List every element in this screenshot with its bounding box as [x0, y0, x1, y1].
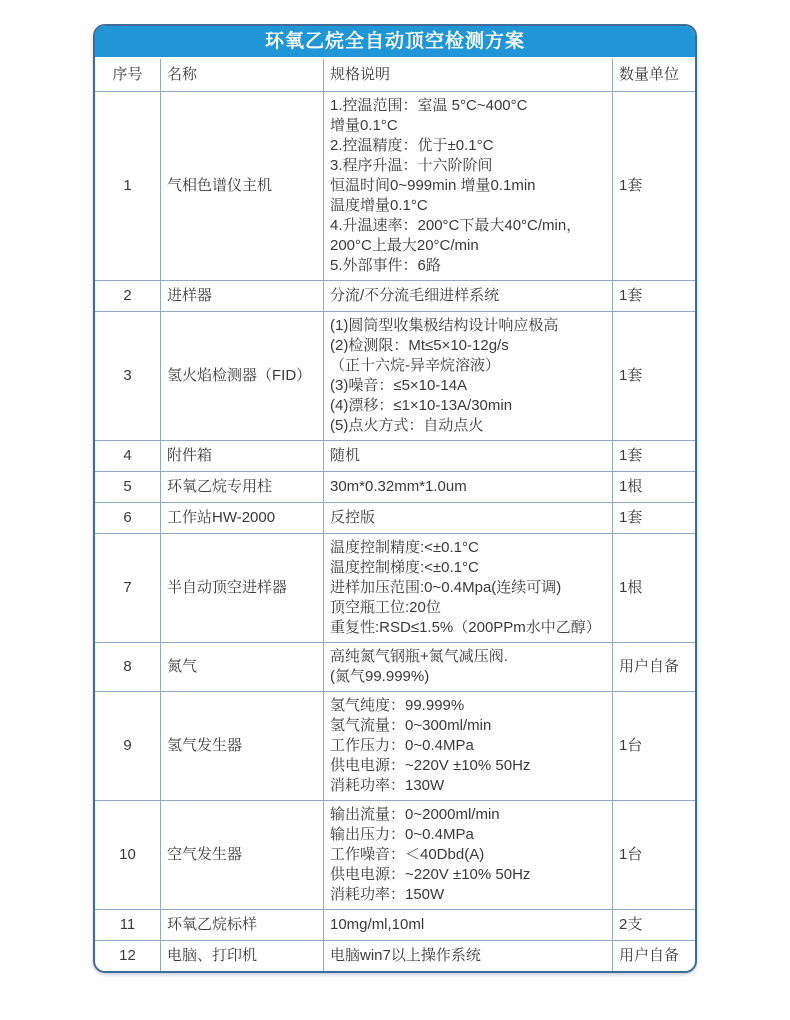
- quantity-cell: 1台: [613, 801, 698, 910]
- quantity-cell: 用户自备: [613, 941, 698, 972]
- quantity-cell: 1套: [613, 281, 698, 312]
- column-header-3: 数量单位: [613, 59, 698, 92]
- spec-cell: [324, 312, 613, 441]
- spec-line: 10mg/ml,10ml: [330, 916, 425, 933]
- spec-line: (5)点火方式：自动点火: [330, 417, 484, 434]
- quantity-cell: 1套: [613, 503, 698, 534]
- spec-cell: [324, 941, 613, 972]
- spec-line: 分流/不分流毛细进样系统: [330, 287, 500, 304]
- item-name-cell: 附件箱: [161, 441, 324, 472]
- spec-line: 增量0.1°C: [330, 117, 398, 134]
- spec-line: 输出压力：0~0.4MPa: [330, 826, 474, 843]
- spec-line: (4)漂移：≤1×10-13A/30min: [330, 397, 513, 414]
- row-number-cell: 11: [95, 910, 161, 941]
- spec-line: 恒温时间0~999min 增量0.1min: [330, 177, 536, 194]
- spec-line: 高纯氮气钢瓶+氮气减压阀.: [330, 648, 508, 665]
- table-row: [95, 534, 697, 643]
- spec-line: 输出流量：0~2000ml/min: [330, 806, 500, 823]
- spec-cell: [324, 441, 613, 472]
- item-name-cell: 环氧乙烷专用柱: [161, 472, 324, 503]
- spec-line: 顶空瓶工位:20位: [330, 599, 441, 616]
- spec-line: 氢气流量：0~300ml/min: [330, 717, 492, 734]
- table-row: [95, 472, 697, 503]
- row-number-cell: 3: [95, 312, 161, 441]
- table-row: [95, 941, 697, 972]
- column-header-1: 名称: [161, 59, 324, 92]
- quantity-cell: 1根: [613, 472, 698, 503]
- spec-line: 1.控温范围：室温 5°C~400°C: [330, 97, 528, 114]
- table-row: [95, 92, 697, 281]
- spec-line: 3.程序升温：十六阶阶间: [330, 157, 493, 174]
- item-name-cell: 工作站HW-2000: [161, 503, 324, 534]
- spec-cell: [324, 92, 613, 281]
- column-header-0: 序号: [95, 59, 161, 92]
- row-number-cell: 7: [95, 534, 161, 643]
- quantity-cell: 1套: [613, 441, 698, 472]
- table-row: [95, 312, 697, 441]
- column-header-2: 规格说明: [324, 59, 613, 92]
- item-name-cell: 空气发生器: [161, 801, 324, 910]
- quantity-cell: 1套: [613, 92, 698, 281]
- item-name-cell: 半自动顶空进样器: [161, 534, 324, 643]
- table-row: [95, 643, 697, 692]
- spec-line: 2.控温精度：优于±0.1°C: [330, 137, 494, 154]
- spec-table: [95, 59, 697, 971]
- spec-line: 氢气纯度：99.999%: [330, 697, 465, 714]
- spec-cell: [324, 534, 613, 643]
- spec-table-card: [93, 24, 697, 973]
- spec-line: 工作噪音：＜40Dbd(A): [330, 846, 485, 863]
- item-name-cell: 环氧乙烷标样: [161, 910, 324, 941]
- spec-line: 重复性:RSD≤1.5%（200PPm水中乙醇）: [330, 619, 601, 636]
- spec-line: (2)检测限：Mt≤5×10-12g/s: [330, 337, 509, 354]
- spec-cell: [324, 281, 613, 312]
- spec-line: 消耗功率：130W: [330, 777, 445, 794]
- row-number-cell: 12: [95, 941, 161, 972]
- item-name-cell: 气相色谱仪主机: [161, 92, 324, 281]
- spec-line: （正十六烷-异辛烷溶液）: [330, 357, 500, 374]
- spec-cell: [324, 801, 613, 910]
- table-row: [95, 692, 697, 801]
- spec-line: 电脑win7以上操作系统: [330, 947, 481, 964]
- item-name-cell: 电脑、打印机: [161, 941, 324, 972]
- spec-line: (氮气99.999%): [330, 668, 430, 685]
- table-body: [95, 92, 697, 972]
- item-name-cell: 进样器: [161, 281, 324, 312]
- item-name-cell: 氮气: [161, 643, 324, 692]
- row-number-cell: 5: [95, 472, 161, 503]
- row-number-cell: 4: [95, 441, 161, 472]
- quantity-cell: 2支: [613, 910, 698, 941]
- header-row: [95, 59, 697, 92]
- quantity-cell: 1根: [613, 534, 698, 643]
- table-row: [95, 910, 697, 941]
- row-number-cell: 6: [95, 503, 161, 534]
- row-number-cell: 9: [95, 692, 161, 801]
- row-number-cell: 8: [95, 643, 161, 692]
- page-title: 环氧乙烷全自动顶空检测方案: [95, 26, 695, 59]
- spec-line: 5.外部事件：6路: [330, 257, 441, 274]
- table-row: [95, 281, 697, 312]
- spec-cell: [324, 910, 613, 941]
- spec-line: 温度控制梯度:<±0.1°C: [330, 559, 479, 576]
- spec-line: 反控版: [330, 509, 376, 526]
- quantity-cell: 1套: [613, 312, 698, 441]
- spec-line: 供电电源：~220V ±10% 50Hz: [330, 866, 531, 883]
- spec-line: 供电电源：~220V ±10% 50Hz: [330, 757, 531, 774]
- spec-line: 工作压力：0~0.4MPa: [330, 737, 474, 754]
- spec-line: 200°C上最大20°C/min: [330, 237, 479, 254]
- spec-line: (3)噪音：≤5×10-14A: [330, 377, 468, 394]
- item-name-cell: 氢火焰检测器（FID）: [161, 312, 324, 441]
- table-row: [95, 801, 697, 910]
- spec-line: (1)圆筒型收集极结构设计响应极高: [330, 317, 559, 334]
- spec-cell: [324, 692, 613, 801]
- row-number-cell: 2: [95, 281, 161, 312]
- spec-cell: [324, 643, 613, 692]
- spec-line: 消耗功率：150W: [330, 886, 445, 903]
- quantity-cell: 1台: [613, 692, 698, 801]
- spec-cell: [324, 472, 613, 503]
- spec-line: 进样加压范围:0~0.4Mpa(连续可调): [330, 579, 562, 596]
- table-row: [95, 503, 697, 534]
- spec-line: 温度增量0.1°C: [330, 197, 428, 214]
- row-number-cell: 1: [95, 92, 161, 281]
- table-header: [95, 59, 697, 92]
- item-name-cell: 氢气发生器: [161, 692, 324, 801]
- spec-line: 随机: [330, 447, 361, 464]
- table-row: [95, 441, 697, 472]
- spec-line: 30m*0.32mm*1.0um: [330, 478, 467, 495]
- spec-line: 4.升温速率：200°C下最大40°C/min，: [330, 217, 582, 234]
- row-number-cell: 10: [95, 801, 161, 910]
- spec-line: 温度控制精度:<±0.1°C: [330, 539, 479, 556]
- spec-cell: [324, 503, 613, 534]
- quantity-cell: 用户自备: [613, 643, 698, 692]
